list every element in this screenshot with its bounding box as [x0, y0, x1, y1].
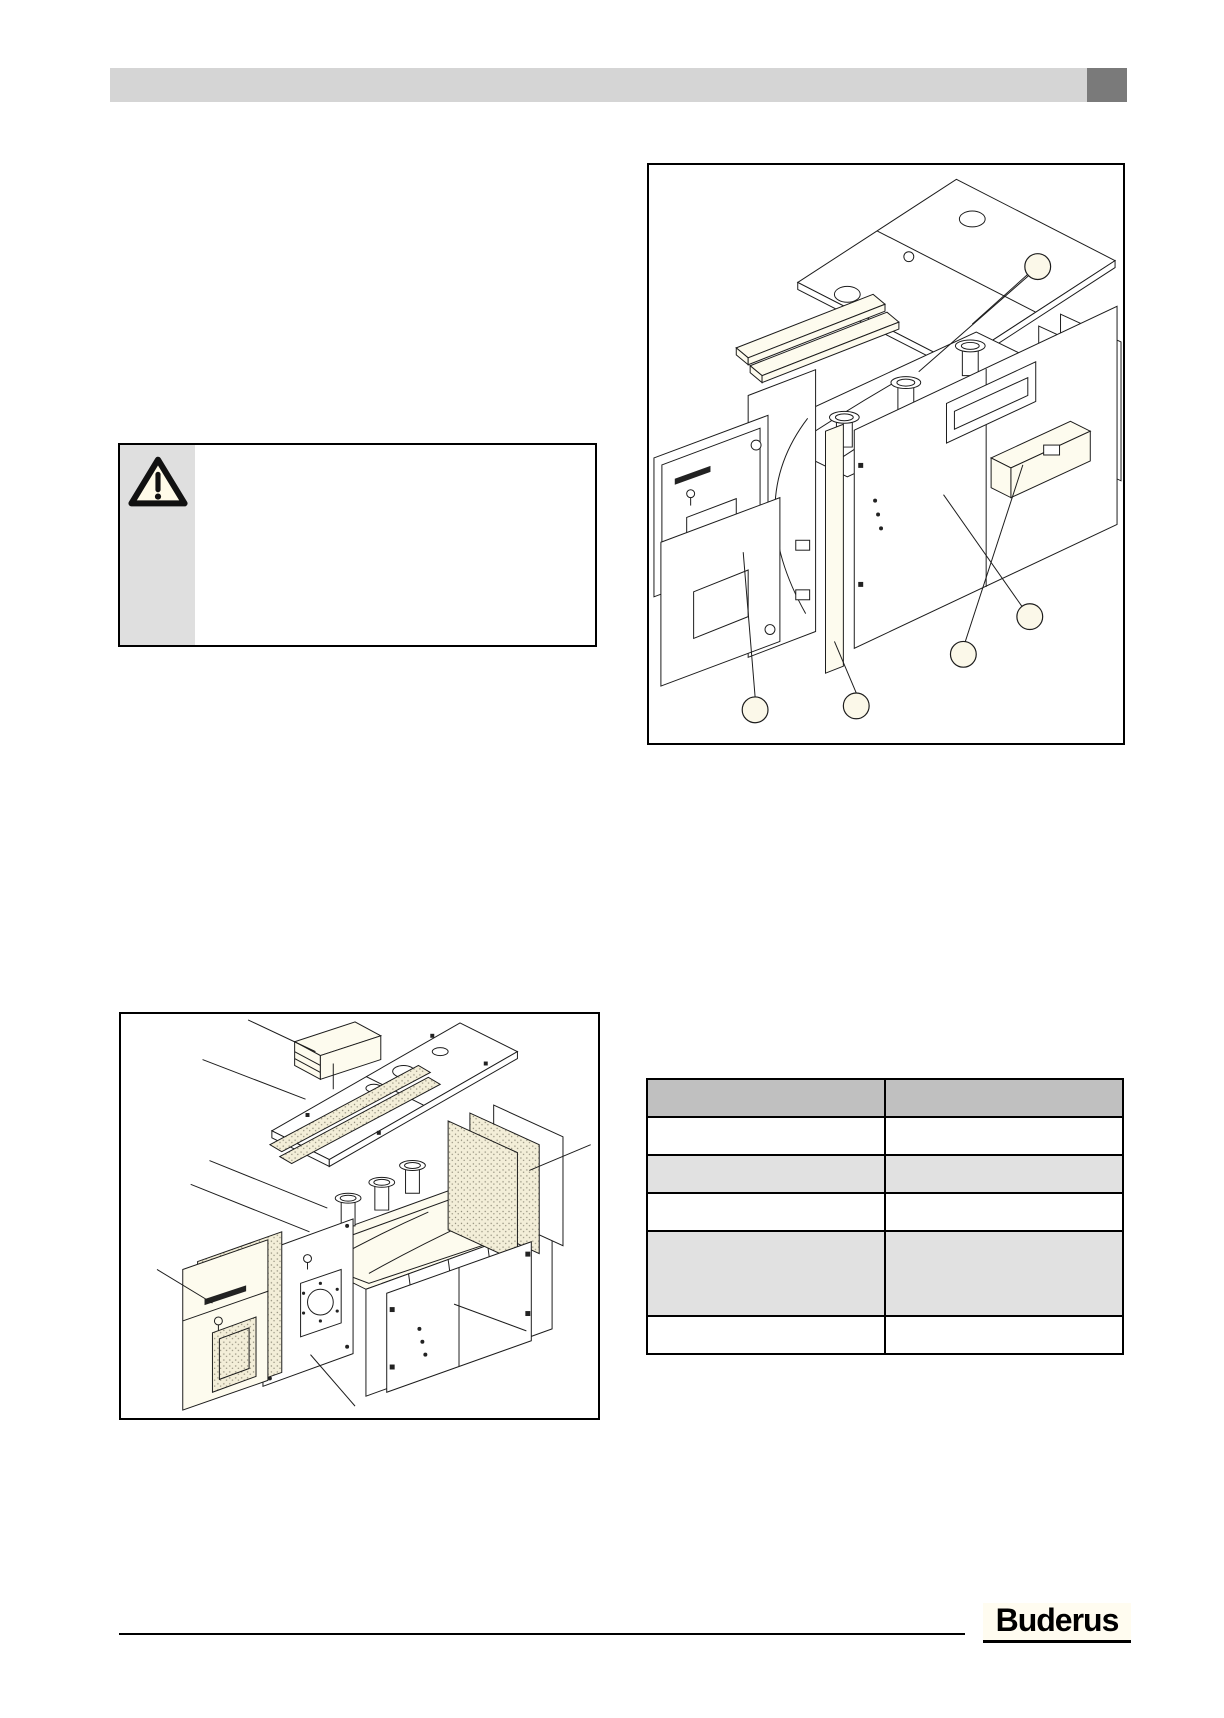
warning-icon-column [120, 445, 195, 645]
table-header-row [647, 1079, 1123, 1117]
table-cell [885, 1193, 1123, 1231]
table-row [647, 1117, 1123, 1155]
warning-notice-box [118, 443, 597, 647]
callout-circle [1017, 604, 1043, 630]
table-cell [647, 1155, 885, 1193]
warning-text [195, 445, 595, 645]
table-row [647, 1155, 1123, 1193]
warning-triangle-icon [128, 454, 188, 510]
sealing-strip [826, 424, 844, 673]
insulation-strips [736, 294, 899, 382]
table-cell [647, 1193, 885, 1231]
table-header-cell [885, 1079, 1123, 1117]
buderus-logo: Buderus [983, 1603, 1131, 1643]
callout-circle [1025, 254, 1051, 280]
chapter-number-box [1087, 68, 1127, 102]
table-cell [885, 1117, 1123, 1155]
table-header-cell [647, 1079, 885, 1117]
figure-casing-exploded-large [647, 163, 1125, 745]
chapter-header-bar [110, 68, 1127, 102]
callout-circle [843, 693, 869, 719]
boiler-exploded-drawing-large [649, 165, 1123, 743]
footer-rule [119, 1633, 965, 1635]
table-cell [885, 1155, 1123, 1193]
table-row [647, 1316, 1123, 1354]
boiler-exploded-drawing-small [121, 1014, 598, 1418]
table-cell [885, 1231, 1123, 1316]
table-cell [647, 1117, 885, 1155]
callout-circle [950, 641, 976, 667]
rear-insulation-panels [448, 1105, 563, 1261]
spec-table [646, 1078, 1124, 1355]
figure-casing-exploded-small [119, 1012, 600, 1420]
callout-circle [742, 697, 768, 723]
table-row [647, 1231, 1123, 1316]
front-door-panels [654, 415, 780, 686]
table-cell [647, 1316, 885, 1354]
table-cell [885, 1316, 1123, 1354]
table-row [647, 1193, 1123, 1231]
table-cell [647, 1231, 885, 1316]
